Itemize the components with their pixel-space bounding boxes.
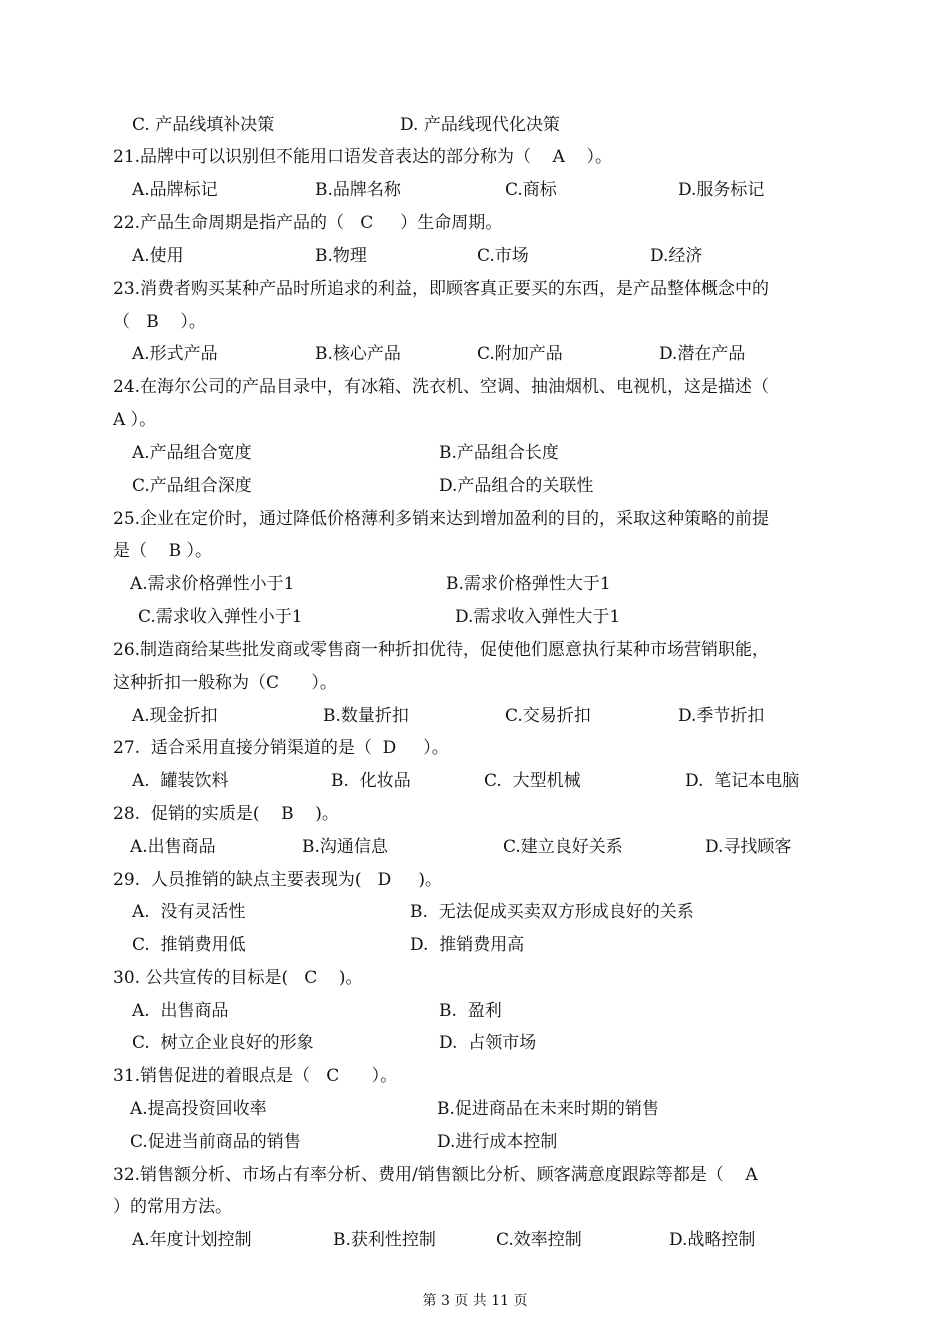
q23-stem-line2: （ B ）。 bbox=[113, 312, 206, 332]
q25-stem-line1: 25.企业在定价时，通过降低价格薄利多销来达到增加盈利的目的，采取这种策略的前提 bbox=[113, 509, 770, 529]
q26-stem-line1: 26.制造商给某些批发商或零售商一种折扣优待，促使他们愿意执行某种市场营销职能， bbox=[113, 640, 770, 660]
q27-option-a: A. 罐装饮料 bbox=[132, 771, 229, 791]
q21-option-b: B.品牌名称 bbox=[315, 180, 401, 200]
q29-option-c: C. 推销费用低 bbox=[132, 935, 246, 955]
q25-option-c: C.需求收入弹性小于1 bbox=[138, 607, 303, 627]
q28-option-b: B.沟通信息 bbox=[302, 837, 388, 857]
q28-option-d: D.寻找顾客 bbox=[705, 837, 792, 857]
q27-stem: 27. 适合采用直接分销渠道的是（ D ）。 bbox=[113, 738, 449, 758]
q30-stem: 30. 公共宣传的目标是( C )。 bbox=[113, 968, 363, 988]
q31-stem: 31.销售促进的着眼点是（ C ）。 bbox=[113, 1066, 398, 1086]
q23-option-d: D.潜在产品 bbox=[659, 344, 746, 364]
q23-stem-line1: 23.消费者购买某种产品时所追求的利益，即顾客真正要买的东西，是产品整体概念中的 bbox=[113, 279, 770, 299]
q30-option-d: D. 占领市场 bbox=[439, 1033, 537, 1053]
q29-option-d: D. 推销费用高 bbox=[410, 935, 525, 955]
q22-option-a: A.使用 bbox=[132, 246, 184, 266]
q26-option-b: B.数量折扣 bbox=[323, 706, 409, 726]
q27-option-b: B. 化妆品 bbox=[331, 771, 411, 791]
q20-option-d: D. 产品线现代化决策 bbox=[400, 115, 560, 135]
page-footer: 第 3 页 共 11 页 bbox=[422, 1293, 528, 1309]
q25-option-a: A.需求价格弹性小于1 bbox=[130, 574, 295, 594]
q31-option-a: A.提高投资回收率 bbox=[130, 1099, 267, 1119]
q32-option-d: D.战略控制 bbox=[669, 1230, 756, 1250]
q30-option-c: C. 树立企业良好的形象 bbox=[132, 1033, 314, 1053]
q25-option-b: B.需求价格弹性大于1 bbox=[446, 574, 611, 594]
q26-option-c: C.交易折扣 bbox=[505, 706, 591, 726]
q32-option-c: C.效率控制 bbox=[496, 1230, 582, 1250]
q25-stem-line2: 是（ B ）。 bbox=[113, 541, 213, 561]
q26-option-a: A.现金折扣 bbox=[132, 706, 218, 726]
q24-option-c: C.产品组合深度 bbox=[132, 476, 252, 496]
q22-stem: 22.产品生命周期是指产品的（ C ）生命周期。 bbox=[113, 213, 503, 233]
q28-stem: 28. 促销的实质是( B )。 bbox=[113, 804, 339, 824]
q24-stem-line2: A ）。 bbox=[113, 410, 157, 430]
q24-stem-line1: 24.在海尔公司的产品目录中，有冰箱、洗衣机、空调、抽油烟机、电视机，这是描述（ bbox=[113, 377, 770, 397]
q32-stem-line1: 32.销售额分析、市场占有率分析、费用/销售额比分析、顾客满意度跟踪等都是（ A bbox=[113, 1165, 758, 1185]
q32-option-b: B.获利性控制 bbox=[333, 1230, 436, 1250]
q31-option-c: C.促进当前商品的销售 bbox=[130, 1132, 301, 1152]
q23-option-c: C.附加产品 bbox=[477, 344, 563, 364]
q29-stem: 29. 人员推销的缺点主要表现为( D )。 bbox=[113, 870, 442, 890]
q26-option-d: D.季节折扣 bbox=[678, 706, 765, 726]
q25-option-d: D.需求收入弹性大于1 bbox=[455, 607, 621, 627]
q30-option-b: B. 盈利 bbox=[439, 1001, 502, 1021]
q21-option-d: D.服务标记 bbox=[678, 180, 765, 200]
q28-option-a: A.出售商品 bbox=[130, 837, 216, 857]
q29-option-b: B. 无法促成买卖双方形成良好的关系 bbox=[410, 902, 694, 922]
q21-stem: 21.品牌中可以识别但不能用口语发音表达的部分称为（ A ）。 bbox=[113, 147, 613, 167]
q32-stem-line2: ）的常用方法。 bbox=[113, 1197, 232, 1217]
q21-option-a: A.品牌标记 bbox=[132, 180, 218, 200]
q24-option-b: B.产品组合长度 bbox=[439, 443, 559, 463]
q23-option-a: A.形式产品 bbox=[132, 344, 218, 364]
q22-option-d: D.经济 bbox=[650, 246, 703, 266]
q26-stem-line2: 这种折扣一般称为（C ）。 bbox=[113, 673, 337, 693]
q20-option-c: C. 产品线填补决策 bbox=[132, 115, 275, 135]
q22-option-b: B.物理 bbox=[315, 246, 367, 266]
q30-option-a: A. 出售商品 bbox=[132, 1001, 229, 1021]
q28-option-c: C.建立良好关系 bbox=[503, 837, 623, 857]
q27-option-d: D. 笔记本电脑 bbox=[685, 771, 800, 791]
q31-option-b: B.促进商品在未来时期的销售 bbox=[437, 1099, 659, 1119]
q27-option-c: C. 大型机械 bbox=[484, 771, 581, 791]
q29-option-a: A. 没有灵活性 bbox=[132, 902, 246, 922]
q23-option-b: B.核心产品 bbox=[315, 344, 401, 364]
q32-option-a: A.年度计划控制 bbox=[132, 1230, 252, 1250]
q31-option-d: D.进行成本控制 bbox=[437, 1132, 558, 1152]
q21-option-c: C.商标 bbox=[505, 180, 557, 200]
q24-option-a: A.产品组合宽度 bbox=[132, 443, 252, 463]
q24-option-d: D.产品组合的关联性 bbox=[439, 476, 594, 496]
q22-option-c: C.市场 bbox=[477, 246, 529, 266]
